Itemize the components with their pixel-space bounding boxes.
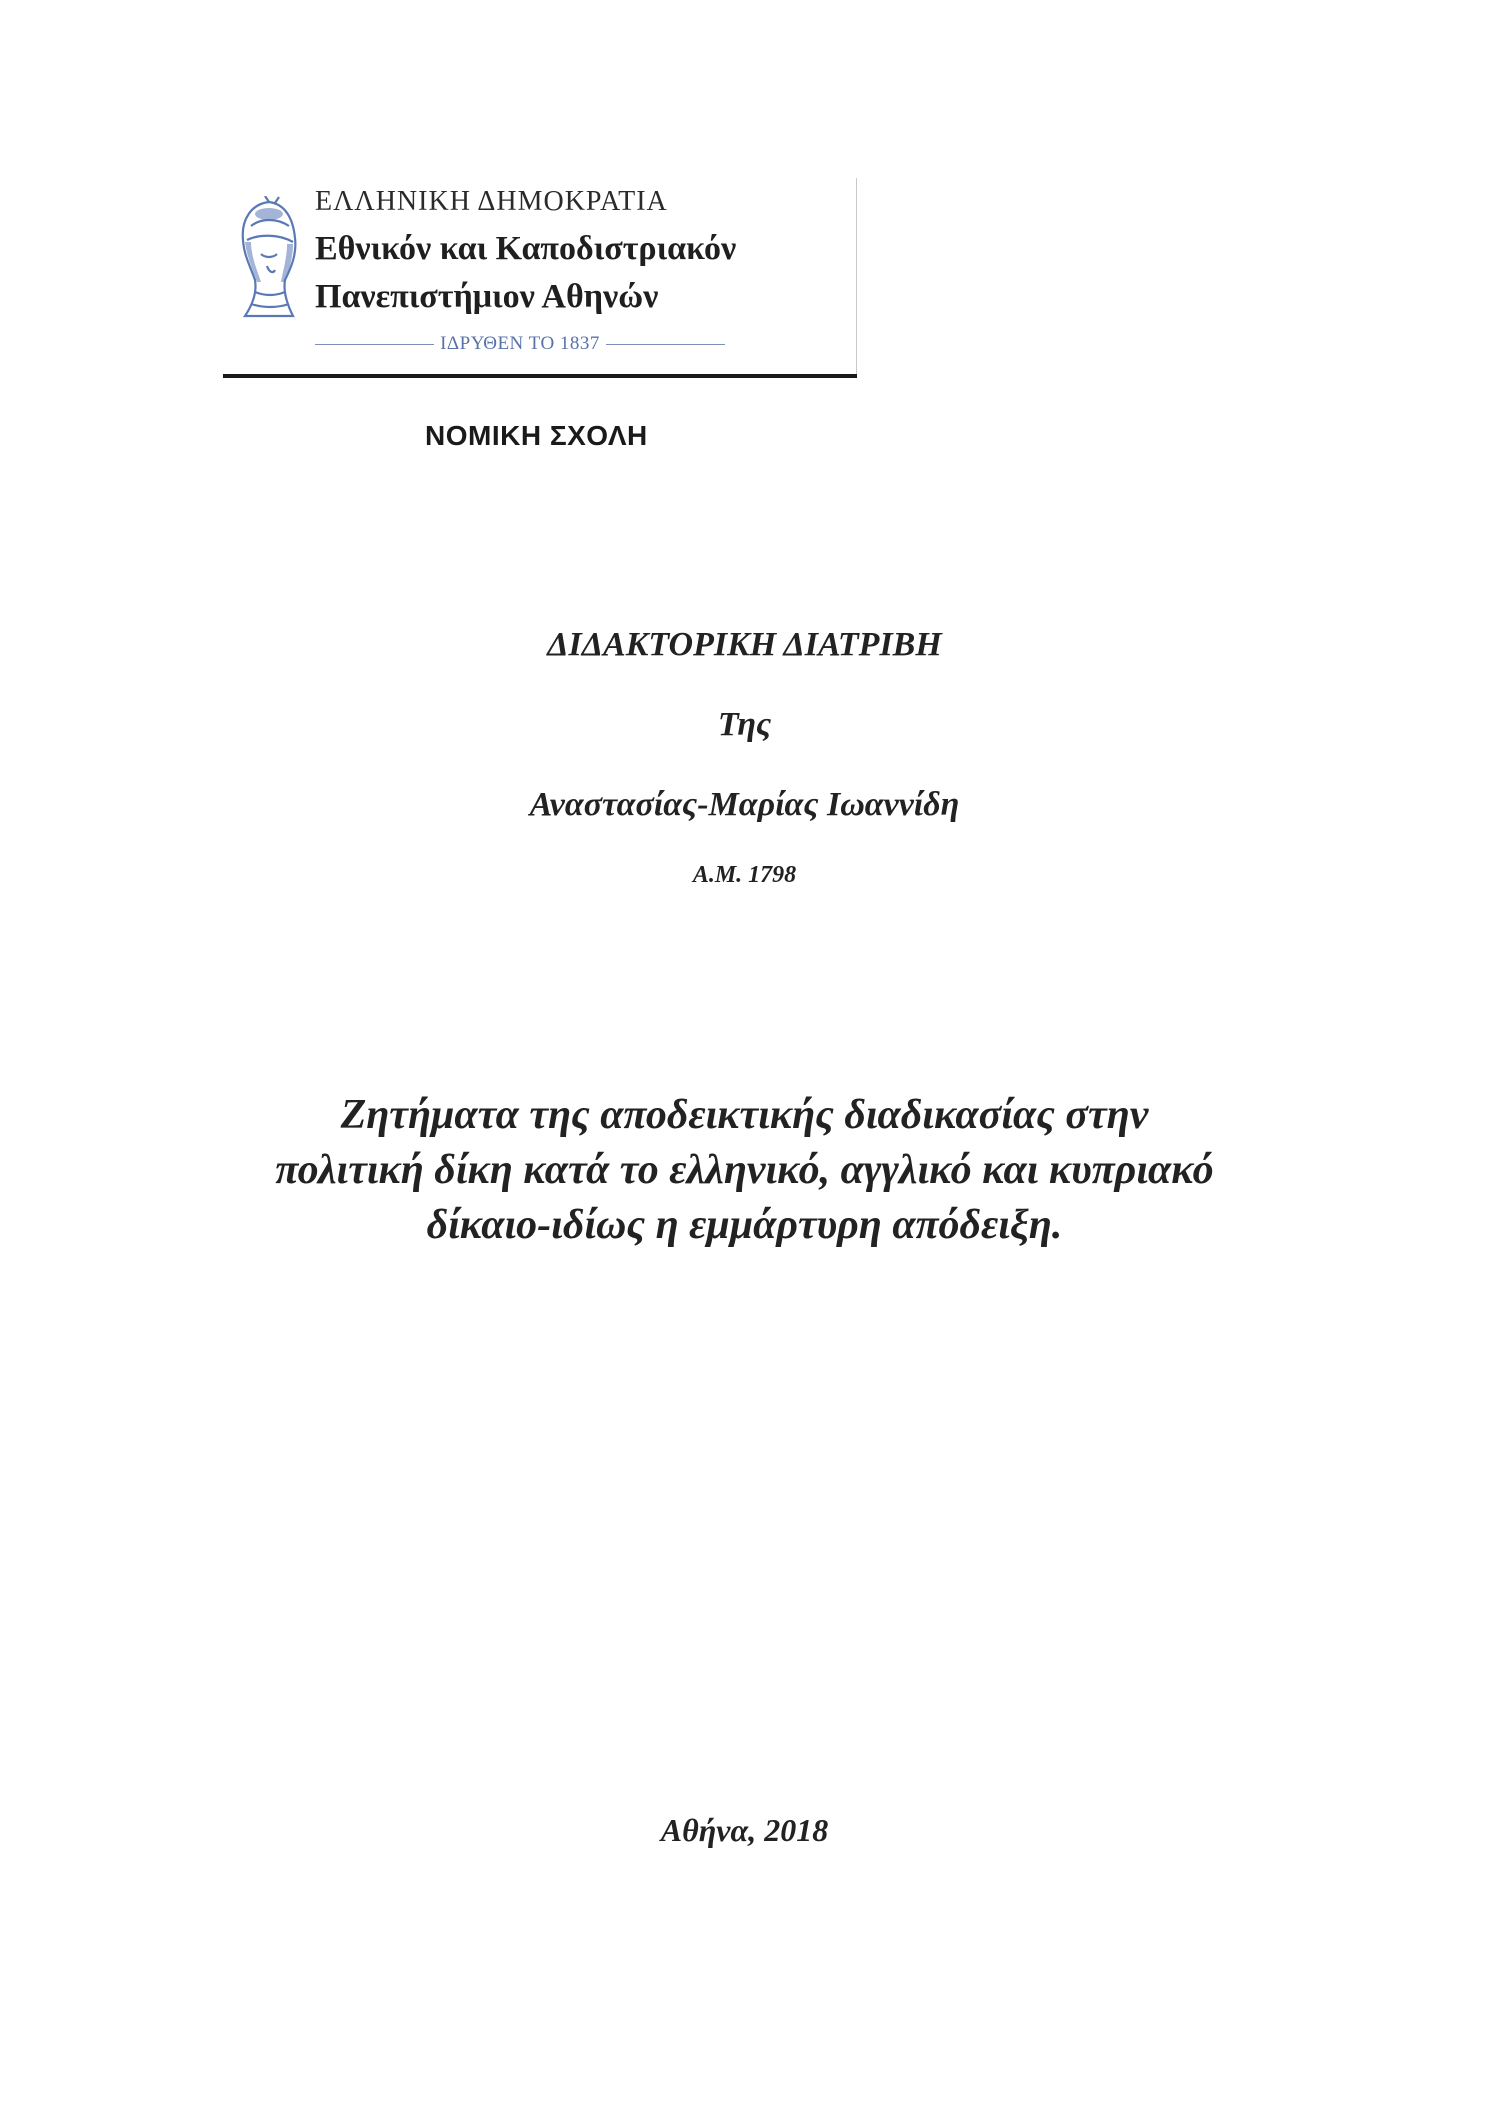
thesis-title-line: πολιτική δίκη κατά το ελληνικό, αγγλικό και κυπριακό [275, 1147, 1214, 1193]
thesis-title-line: Ζητήματα της αποδεικτικής διαδικασίας στην [340, 1092, 1149, 1138]
logo-founded-text: ΙΔΡΥΘΕΝ ΤΟ 1837 [440, 333, 600, 354]
founded-rule-right [606, 344, 725, 345]
logo-underline [223, 374, 857, 378]
logo-line-university: Εθνικόν και Καποδιστριακόν [315, 230, 737, 267]
registration-number: Α.Μ. 1798 [692, 862, 797, 888]
founded-rule-left [315, 344, 434, 345]
thesis-title-line: δίκαιο-ιδίως η εμμάρτυρη απόδειξη. [426, 1202, 1063, 1248]
logo-founded-row [315, 333, 725, 355]
university-logo [223, 178, 857, 378]
document-type: ΔΙΔΑΚΤΟΡΙΚΗ ΔΙΑΤΡΙΒΗ [547, 626, 942, 663]
thesis-title [180, 1088, 1309, 1253]
logo-text [315, 188, 835, 314]
logo-divider [856, 178, 857, 374]
logo-line-country: ΕΛΛΗΝΙΚΗ ΔΗΜΟΚΡΑΤΙΑ [315, 186, 668, 217]
logo-line-university-city: Πανεπιστήμιον Αθηνών [315, 278, 659, 315]
athena-head-icon [231, 196, 307, 326]
author-name: Αναστασίας-Μαρίας Ιωαννίδη [529, 786, 960, 823]
school-name: ΝΟΜΙΚΗ ΣΧΟΛΗ [425, 420, 648, 451]
place-and-date: Αθήνα, 2018 [660, 1812, 829, 1848]
by-label: Της [717, 706, 772, 743]
